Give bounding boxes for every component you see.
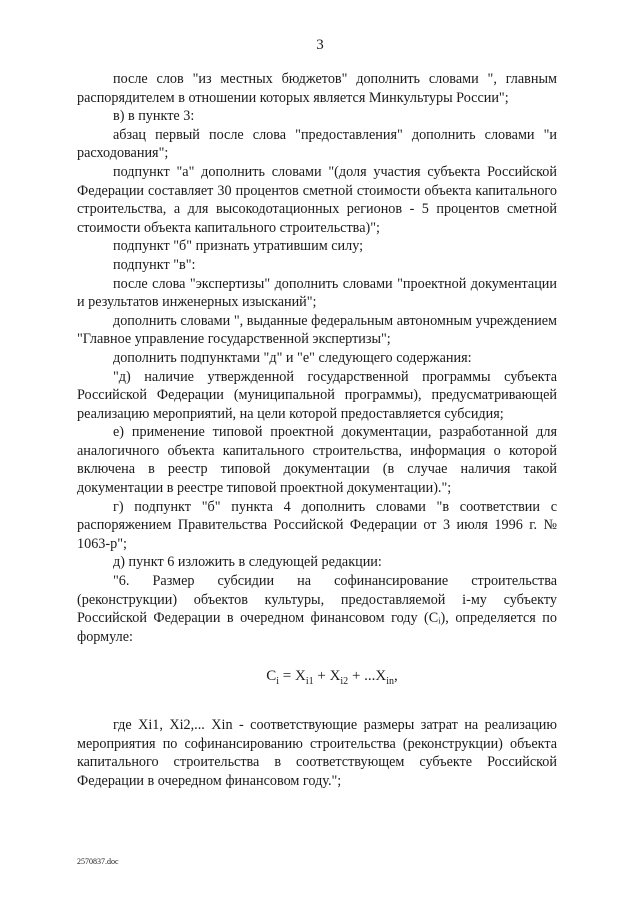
paragraph: "д) наличие утвержденной государственной программы субъекта Российской Федерации (муниципальной программы), предусматривающей реализацию мероприятий, на цели которой предоставляется субсидия; [77, 368, 557, 422]
paragraph: абзац первый после слова "предоставления" дополнить словами "и расходования"; [77, 126, 557, 162]
paragraph: "6. Размер субсидии на софинансирование строительства (реконструкции) объектов культуры, предоставляемой i-му субъекту Российской Федерации в очередном финансовом году (Cᵢ), определяется по формуле: [77, 573, 557, 645]
paragraph: е) применение типовой проектной документации, разработанной для аналогичного объекта капитального строительства, информация о которой включена в реестр типовой документации (в случае наличия такой документации в реестре типовой проектной документации)."; [77, 424, 557, 497]
paragraph: дополнить подпунктами "д" и "е" следующего содержания: [113, 349, 472, 366]
formula-term: C [266, 668, 277, 685]
paragraph: в) в пункте 3: [113, 108, 195, 125]
paragraph: после слова "экспертизы" дополнить словами "проектной документации и результатов инженерных изысканий"; [77, 275, 557, 311]
paragraph: подпункт "в": [113, 256, 196, 273]
paragraph: подпункт "а" дополнить словами "(доля участия субъекта Российской Федерации составляет 30 процентов сметной стоимости объекта капитального строительства, а для высокодотационных регионов - 5 процентов сметной стоимости объекта капитального строительства)"; [77, 163, 557, 236]
formula-operator: = [279, 668, 295, 685]
paragraph: дополнить словами ", выданные федеральным автономным учреждением "Главное управление государственной экспертизы"; [77, 312, 557, 348]
paragraph: д) пункт 6 изложить в следующей редакции: [113, 554, 382, 571]
formula-term: X [329, 668, 341, 685]
page-number: 3 [316, 37, 324, 53]
formula-term: X [375, 668, 387, 685]
document-body [77, 70, 557, 790]
paragraph: подпункт "б" признать утратившим силу; [113, 238, 364, 255]
document-code: 2570837.doc [77, 857, 119, 866]
formula-subscript: i [276, 676, 279, 688]
formula-subscript: i1 [305, 676, 314, 688]
paragraph: после слов "из местных бюджетов" дополнить словами ", главным распорядителем в отношении которых является Минкультуры России"; [77, 71, 557, 106]
formula-term: X [294, 668, 306, 685]
formula-operator: + [313, 668, 330, 685]
formula-operator: + ... [348, 668, 376, 685]
formula-subscript: in [386, 676, 395, 688]
where-paragraph: где Xi1, Xi2,... Xin - соответствующие размеры затрат на реализацию мероприятия по софинансированию строительства (реконструкции) объекта капитального строительства в соответствующем субъекте Российской Федерации в очередном финансовом году."; [77, 717, 557, 789]
formula [77, 667, 557, 692]
paragraph: г) подпункт "б" пункта 4 дополнить словами "в соответствии с распоряжением Правительства Российской Федерации от 3 июля 1996 г. № 1063-р"; [77, 498, 557, 552]
formula-subscript: i2 [340, 676, 349, 688]
formula-operator: , [394, 668, 398, 685]
